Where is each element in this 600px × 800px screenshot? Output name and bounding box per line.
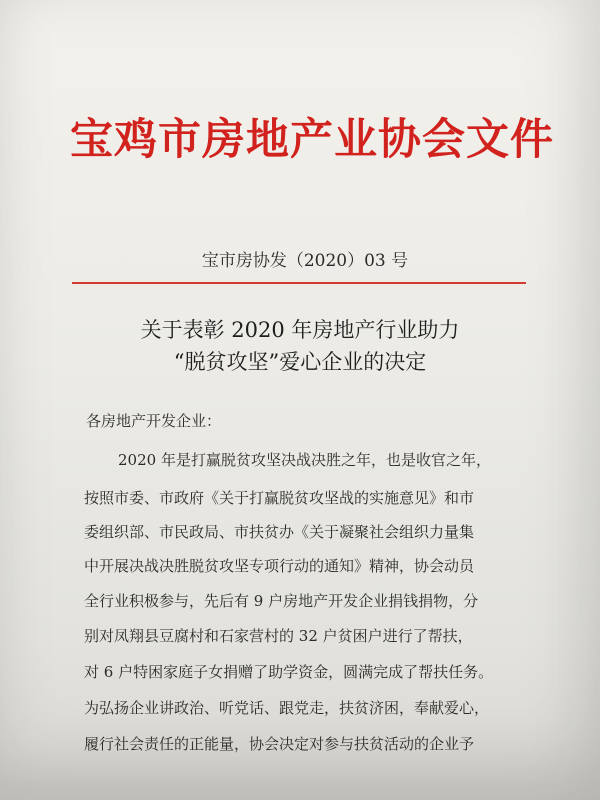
body-line-6: 别对凤翔县豆腐村和石家营村的 32 户贫困户进行了帮扶， — [84, 627, 473, 645]
body-line-5: 全行业积极参与，先后有 9 户房地产开发企业捐钱捐物，分 — [84, 592, 479, 610]
document-title-line-2: “脱贫攻坚”爱心企业的决定 — [173, 350, 427, 374]
body-line-4: 中开展决战决胜脱贫攻坚专项行动的通知》精神，协会动员 — [84, 557, 475, 575]
body-line-3: 委组织部、市民政局、市扶贫办《关于凝聚社会组织力量集 — [84, 523, 475, 541]
body-line-1: 2020 年是打赢脱贫攻坚决战决胜之年，也是收官之年， — [118, 451, 491, 469]
salutation: 各房地产开发企业： — [86, 412, 222, 430]
org-header-title: 宝鸡市房地产业协会文件 — [70, 115, 554, 165]
body-line-9: 履行社会责任的正能量，协会决定对参与扶贫活动的企业予 — [84, 735, 475, 753]
body-line-8: 为弘扬企业讲政治、听党话、跟党走，扶贫济困，奉献爱心， — [84, 699, 490, 717]
red-divider-line — [72, 282, 526, 284]
document-title-line-1: 关于表彰 2020 年房地产行业助力 — [140, 318, 460, 342]
body-line-2: 按照市委、市政府《关于打赢脱贫攻坚战的实施意见》和市 — [84, 489, 475, 507]
document-number: 宝市房协发（2020）03 号 — [201, 251, 409, 271]
body-line-7: 对 6 户特困家庭子女捐赠了助学资金，圆满完成了帮扶任务。 — [84, 663, 494, 681]
